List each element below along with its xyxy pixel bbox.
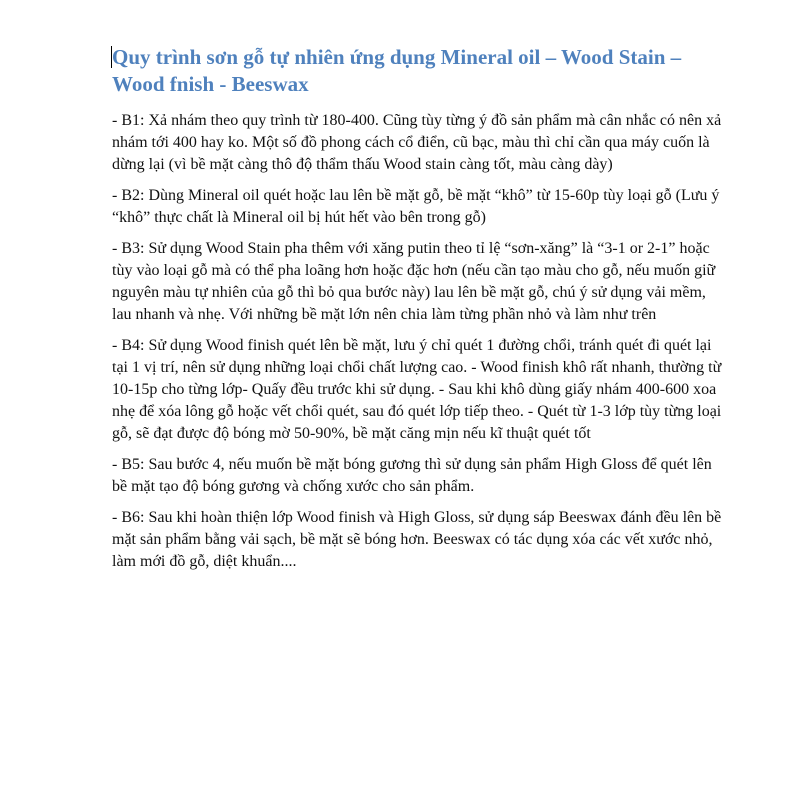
paragraph-step-2: - B2: Dùng Mineral oil quét hoặc lau lên bề mặt gỗ, bề mặt “khô” từ 15-60p tùy loại gỗ (Lưu ý “khô” thực chất là Mineral oil bị hút hết vào bên trong gỗ) [112,187,720,226]
paragraph-step-5: - B5: Sau bước 4, nếu muốn bề mặt bóng gương thì sử dụng sản phẩm High Gloss để quét lên bề mặt tạo độ bóng gương và chống xước cho sản phẩm. [112,456,712,495]
paragraph-step-6: - B6: Sau khi hoàn thiện lớp Wood finish và High Gloss, sử dụng sáp Beeswax đánh đều lên bề mặt sản phẩm bằng vải sạch, bề mặt sẽ bóng hơn. Beeswax có tác dụng xóa các vết xước nhỏ, làm mới đồ gỗ, diệt khuẩn.... [112,509,722,570]
paragraph-step-4: - B4: Sử dụng Wood finish quét lên bề mặt, lưu ý chỉ quét 1 đường chổi, tránh quét đi quét lại tại 1 vị trí, nên sử dụng những loại chổi chất lượng cao. - Wood finish khô rất nhanh, thường từ 10-15p cho từng lớp- Quấy đều trước khi sử dụng. - Sau khi khô dùng giấy nhám 400-600 xoa nhẹ để xóa lông gỗ hoặc vết chổi quét, sau đó quét lớp tiếp theo. - Quét từ 1-3 lớp tùy từng loại gỗ, sẽ đạt được độ bóng mờ 50-90%, bề mặt căng mịn nếu kĩ thuật quét tốt [112,337,722,442]
paragraph-step-1: - B1: Xả nhám theo quy trình từ 180-400. Cũng tùy từng ý đồ sản phẩm mà cân nhắc có nên xả nhám tới 400 hay ko. Một số đồ phong cách cổ điển, cũ bạc, màu thì chỉ cần qua máy cuốn là dừng lại (vì bề mặt càng thô độ thẩm thấu Wood stain càng tốt, màu càng dày) [112,112,722,173]
document-title: Quy trình sơn gỗ tự nhiên ứng dụng Mineral oil – Wood Stain – Wood fnish - Beeswax [112,45,682,96]
document-page [112,44,722,582]
paragraph-step-3: - B3: Sử dụng Wood Stain pha thêm với xăng putin theo tỉ lệ “sơn-xăng” là “3-1 or 2-1” hoặc tùy vào loại gỗ mà có thể pha loãng hơn hoặc đặc hơn (nếu cần tạo màu cho gỗ, nếu muốn giữ nguyên màu tự nhiên của gỗ thì bỏ qua bước này) lau lên bề mặt gỗ, chú ý sử dụng vải mềm, lau nhanh và nhẹ. Với những bề mặt lớn nên chia làm từng phần nhỏ và làm như trên [112,240,716,323]
